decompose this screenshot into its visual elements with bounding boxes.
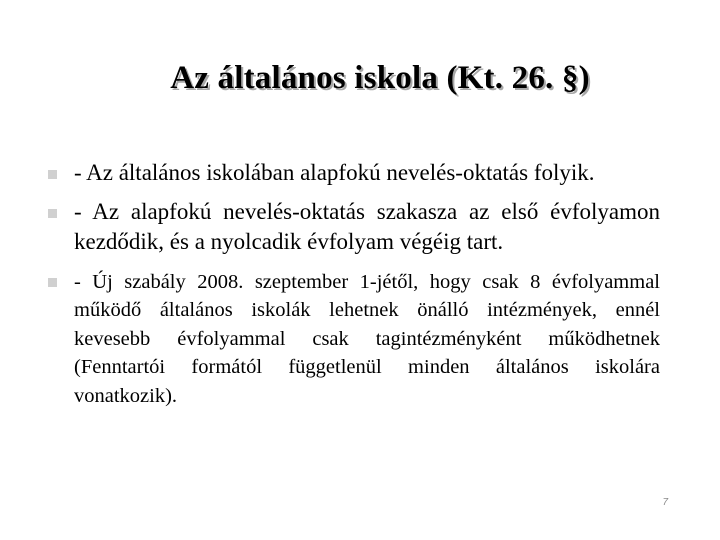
bullet-item	[48, 158, 660, 189]
bullet-item	[48, 197, 660, 258]
bullet-list	[48, 158, 660, 418]
bullet-item	[48, 268, 660, 411]
slide-title: Az általános iskola (Kt. 26. §)	[170, 60, 590, 96]
square-bullet-icon	[48, 209, 57, 218]
bullet-text: - Új szabály 2008. szeptember 1-jétől, hogy csak 8 évfolyammal működő általános iskolák lehetnek önálló intézmények, ennél kevesebb évfolyammal csak tagintézményként működhetnek (Fenntartói formától függetlenül minden általános iskolára vonatkozik).	[74, 270, 660, 407]
bullet-text: - Az általános iskolában alapfokú nevelés-oktatás folyik.	[74, 160, 595, 185]
square-bullet-icon	[48, 170, 57, 179]
square-bullet-icon	[48, 278, 57, 287]
slide-number: 7	[662, 497, 668, 508]
bullet-text: - Az alapfokú nevelés-oktatás szakasza az első évfolyamon kezdődik, és a nyolcadik évfolyam végéig tart.	[74, 198, 660, 254]
